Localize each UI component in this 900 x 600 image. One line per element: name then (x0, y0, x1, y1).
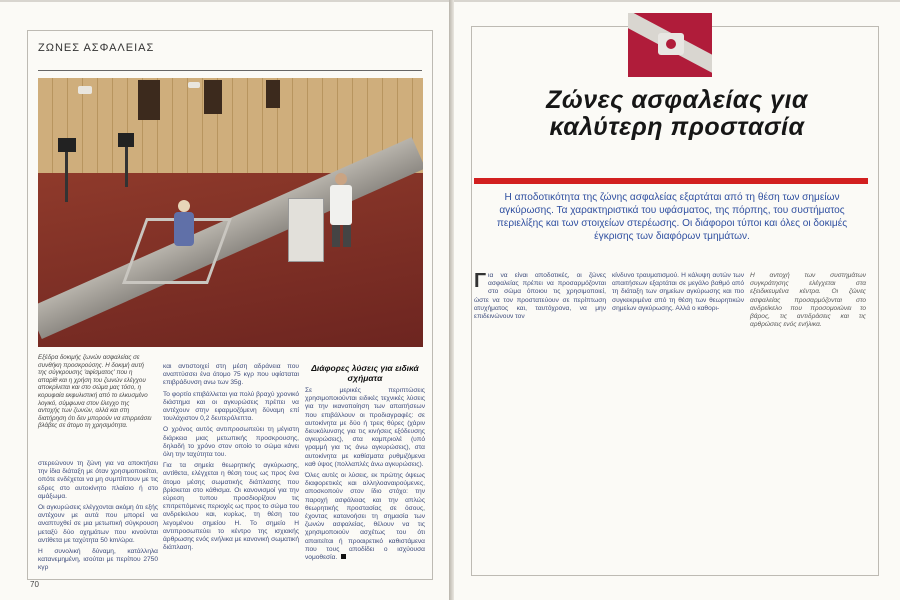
paragraph: Για τα σημεία θεωρητικής αγκύρωσης, αντίθετα, ελέγχεται η θέση τους ως προς ένα άτομο μέσης σωματικής διάπλασης που βρίσκεται στο κάθισμα. Οι κανονισμοί για την εύρεση τυπου προσδιορίζουν τις επιτρεπόμενες περιοχές ως προς το σώμα του ανδρείκελου και, κυρίως, τη θέση του λεγομένου σημείου H. Το σημείο H αντιπροσωπεύει το κέντρο της ισχιακής άρθρωσης ενός ενήλικα με κανονική σωματική διάπλαση. (163, 462, 299, 552)
crash-test-sled-photo (38, 78, 423, 347)
paragraph-text: Όλες αυτές οι λύσεις, εκ πρώτης όψεως διαφορετικές και αλληλοαναιρούμενες, αποσκοπούν στον ίδιο στόχο: την παροχή ασφάλειας και την απλώς θεωρητικής προστασίας σε όσους, έχοντας κατανοήσει τη σημασία των ζωνών ασφαλείας, θέλουν να τις χρησιμοποιούν ασχέτως του ότι απαιτείται ή προαιρετικό καθιστάμενα που τους αποδίδει ο ισχύουσα νομοθεσία. (305, 472, 425, 562)
lead-paragraph: Η αποδοτικότητα της ζώνης ασφαλείας εξαρτάται από τη θέση των σημείων αγκύρωσης. Τα χαρακτηριστικά του υφάσματος, της πόρπης, του συστήματος περιελίξης και των στοιχείων στερέωσης. Οι διάφοροι τύποι και όλες οι δοκιμές έγκρισης των διαφόρων τμημάτων. (496, 192, 848, 242)
paragraph: στερεώνουν τη ζώνη για να αποκτήσει την ίδια διάταξη με όταν χρησιμοποιείται, οπότε ενδέχεται να μη συμπίπτουν με τις εδρες στο αυτοκίνητο πλαίσιο ή στο αμάξωμα. (38, 460, 158, 500)
photo-caption-right: Η αντοχή των συστημάτων συγκράτησης ελέγχεται στα εξειδικευμένα κέντρα. Οι ζώνες ασφαλείας προσαρμόζονται στο ανδρείκελο που προσομοιώνει το βάρος, τις αντιδράσεις και τις αρθρώσεις ενός ενήλικα. (750, 272, 866, 329)
article-title (484, 87, 870, 141)
body-text: ια να είναι αποδοτικές, οι ζώνες ασφαλείας πρέπει να προσαρμόζονται στο σώμα όποιου τις χρησιμοποιεί, ώστε να τον προστατεύουν σε περίπτωση ατυχήματος και, ταυτόχρονα, να μην επιδεινώνουν τον (474, 272, 606, 321)
body-column-2: κίνδυνο τραυματισμού. Η κάλυψη αυτών των απαιτήσεων εξαρτάται σε μεγάλο βαθμό από τη διάταξη των σημείων αγκύρωσης και πιο συγκεκριμένα από τη θέση των θεωρητικών σημείων αγκύρωσης. Αλλά ο καθορι- (612, 272, 744, 312)
section-subhead: Διάφορες λύσεις για ειδικά σχήματα (311, 363, 419, 383)
paragraph: και αντιστοιχεί στη μέση αδράνεια που αναπτύσσει ένα άτομο 75 κγρ που υφίσταται επιβράδυνση ανω των 35g. (163, 363, 299, 387)
text-column-1 (38, 460, 158, 576)
paragraph (305, 472, 425, 562)
page-number: 70 (30, 580, 39, 589)
right-page (454, 2, 900, 600)
text-column-3 (305, 363, 425, 565)
photo-caption: Εξέδρα δοκιμής ζωνών ασφαλείας σε συνθήκη προσκρούσης. Η δοκιμή αυτή της σύγκρουσης 'αφίσματος' που η απαρίθ και η χρήση του ζωνών ελέγχου αποκρίνεται και στο σώμα μας τόσο, η κορυφαία εκφυλιστική από το ελκυσμένο λογικό, σύμφωνα στον έλεγχο της αντοχής των ζωνών, αλλά και στη διατήρηση ότι δεν μπορούν να επιρρεάσει βλάβες σε άτομο τη χρησιμότητα. (38, 354, 152, 430)
running-head: ΖΩΝΕΣ ΑΣΦΑΛΕΙΑΣ (38, 42, 155, 54)
drop-cap: Γ (474, 270, 487, 292)
text-column-2 (163, 363, 299, 555)
title-line-2: καλύτερη προστασία (549, 113, 805, 141)
seatbelt-detail-photo (628, 13, 712, 77)
end-of-article-mark (341, 554, 346, 559)
paragraph: Οι αγκυρώσεις ελέγχονται ακόμη ότι εξής αντέχουν με αυτά που μπορεί να αναπτυχθεί σε μια μετωπική σύγκρουση μεταξύ δύο οχημάτων που κινούνται αντίθετα με ταχύτητα 50 km/ώρα. (38, 504, 158, 544)
paragraph: Η συνολική δύναμη, κατάλληλα κατανεμημένη, ισούται με περίπου 2750 κγρ (38, 548, 158, 572)
left-page (0, 2, 449, 600)
body-column-1 (474, 272, 606, 321)
red-divider-bar (474, 178, 868, 184)
paragraph: Ο χρόνος αυτός αντιπροσωπεύει τη μέγιστη διάρκεια μιας μετωπικής προσκρουσης, δηλαδή το χρόνο στον οποίο το σώμα κάνει όλη την ταχύτητα του. (163, 426, 299, 459)
paragraph: Σε μερικές περιπτώσεις χρησιμοποιούνται ειδικές τεχνικές λύσεις για την ικανοποίηση των απαιτήσεων που επιβάλλουν οι προδιαγραφές: σε αυτοκίνητα με δύο ή τρεις θύρες (χάριν διευκόλυνσης για τις κινήσεις εξόδευσης αγκυρώσεις), στα καμπριολέ (υπό γραμμή για τις άνω αγκυρώσεις), στα αυτοκίνητα με καθίσματα ρυθμιζόμενα καθ ύψος (πολλαπλές άνω αγκυρώσεις). (305, 387, 425, 468)
paragraph: Το φορτίο επιβάλλεται για πολύ βραχύ χρονικό διάστημα και οι αγκυρώσεις πρέπει να αντέχουν στην εφαρμοζόμενη δύναμη επί τουλάχιστον 0,2 δευτερόλεπτα. (163, 390, 299, 423)
title-line-1: Ζώνες ασφαλείας για (546, 86, 808, 114)
header-rule (38, 70, 422, 71)
